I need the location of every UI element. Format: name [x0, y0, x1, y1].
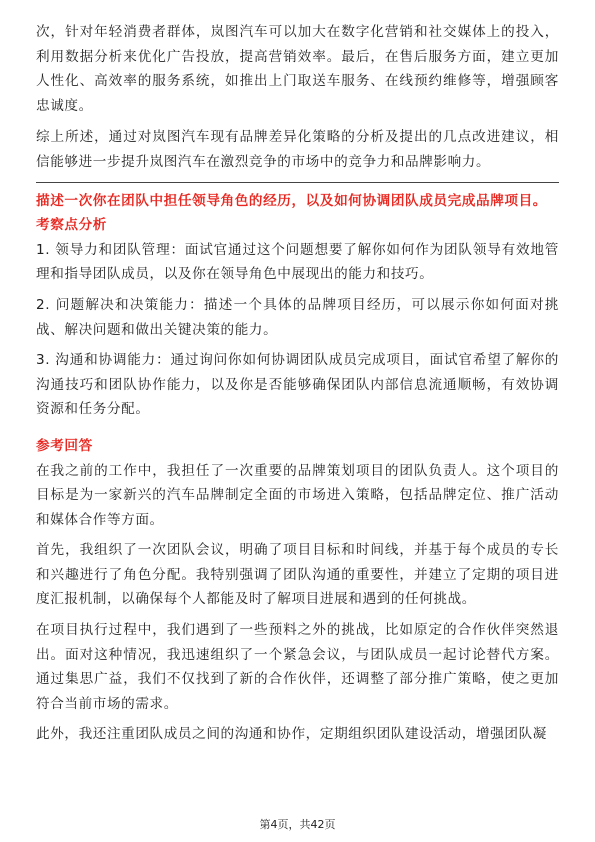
continuation-paragraph-1: 次，针对年轻消费者群体，岚图汽车可以加大在数字化营销和社交媒体上的投入，利用数据分析来优化广告投放，提高营销效率。最后，在售后服务方面，建立更加人性化、高效率的服务系统，如推出上门取送车服务、在线预约维修等，增强顾客忠诚度。	[36, 24, 559, 114]
section-divider	[36, 182, 559, 183]
answer-title: 参考回答	[36, 437, 93, 454]
document-page	[36, 20, 559, 753]
answer-paragraph-1: 在我之前的工作中，我担任了一次重要的品牌策划项目的团队负责人。这个项目的目标是为一家新兴的汽车品牌制定全面的市场进入策略，包括品牌定位、推广活动和媒体合作等方面。	[36, 462, 559, 528]
analysis-title: 考察点分析	[36, 217, 107, 234]
answer-paragraph-2: 首先，我组织了一次团队会议，明确了项目目标和时间线，并基于每个成员的专长和兴趣进行了角色分配。我特别强调了团队沟通的重要性，并建立了定期的项目进度汇报机制，以确保每个人都能及时了解项目进展和遇到的任何挑战。	[36, 542, 559, 608]
analysis-item-2: 2. 问题解决和决策能力：描述一个具体的品牌项目经历，可以展示你如何面对挑战、解决问题和做出关键决策的能力。	[36, 296, 559, 338]
analysis-item-1: 1. 领导力和团队管理：面试官通过这个问题想要了解你如何作为团队领导有效地管理和指导团队成员，以及你在领导角色中展现出的能力和技巧。	[36, 241, 559, 283]
analysis-item-3: 3. 沟通和协调能力：通过询问你如何协调团队成员完成项目，面试官希望了解你的沟通技巧和团队协作能力，以及你是否能够确保团队内部信息流通顺畅，有效协调资源和任务分配。	[36, 352, 559, 418]
page-number: 第4页，共42页	[259, 818, 336, 831]
interview-question: 描述一次你在团队中担任领导角色的经历，以及如何协调团队成员完成品牌项目。	[36, 192, 547, 209]
continuation-paragraph-2: 综上所述，通过对岚图汽车现有品牌差异化策略的分析及提出的几点改进建议，相信能够进一步提升岚图汽车在激烈竞争的市场中的竞争力和品牌影响力。	[36, 129, 559, 170]
answer-paragraph-4: 此外，我还注重团队成员之间的沟通和协作，定期组织团队建设活动，增强团队凝	[36, 726, 547, 743]
answer-paragraph-3: 在项目执行过程中，我们遇到了一些预料之外的挑战，比如原定的合作伙伴突然退出。面对这种情况，我迅速组织了一个紧急会议，与团队成员一起讨论替代方案。通过集思广益，我们不仅找到了新的合作伙伴，还调整了部分推广策略，使之更加符合当前市场的需求。	[36, 622, 559, 712]
